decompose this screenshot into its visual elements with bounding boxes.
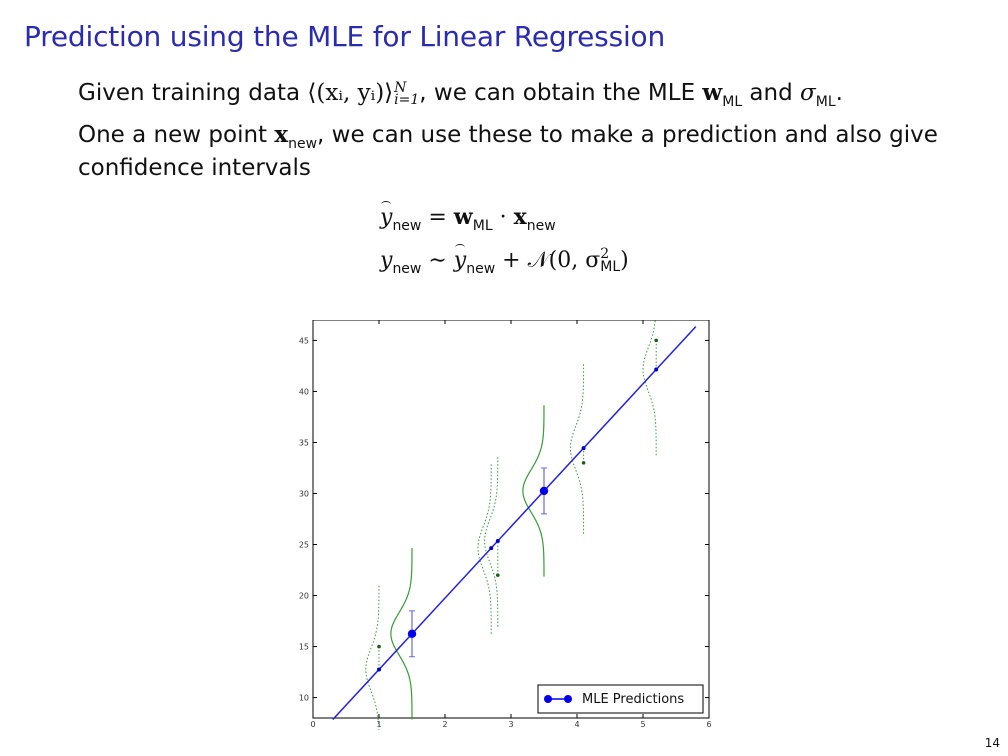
eq2-yhat: y [453, 248, 467, 273]
p1-text-d: . [835, 80, 843, 106]
eq2-sup: 2 [600, 246, 610, 262]
fitted-point [582, 446, 586, 450]
plot-frame [313, 320, 709, 718]
mle-prediction-point [540, 487, 548, 495]
eq2-yhat-sub: new [466, 261, 496, 277]
eq1-yhat-sub: new [392, 218, 422, 234]
fitted-point [496, 539, 500, 543]
legend-label: MLE Predictions [582, 692, 685, 707]
observed-point [377, 645, 381, 649]
eq2-sub: ML [600, 259, 621, 275]
y-tick-label: 45 [298, 336, 309, 346]
x-tick-label: 5 [640, 720, 646, 729]
x-tick-label: 1 [376, 720, 382, 729]
page-number: 14 [984, 736, 1000, 750]
slide-title: Prediction using the MLE for Linear Regression [24, 20, 666, 53]
y-tick-label: 20 [298, 591, 309, 601]
eq1-equals: = [421, 205, 454, 230]
fitted-point [654, 367, 658, 371]
eq1-dot: · [492, 205, 514, 230]
p1-w-sub: ML [722, 94, 743, 110]
dotted-gaussian [643, 320, 656, 455]
mle-prediction-chart [290, 320, 720, 730]
legend [538, 685, 703, 713]
fitted-point [489, 546, 493, 550]
p1-math-data: ⟨(xᵢ, yᵢ)⟩ N i=1 [307, 80, 420, 108]
eq1-w-sub: ML [472, 218, 493, 234]
y-tick-label: 40 [298, 387, 309, 397]
x-tick-label: 3 [508, 720, 514, 729]
observed-point [496, 573, 500, 577]
mle-prediction-point [408, 630, 416, 638]
x-tick-label: 2 [442, 720, 448, 729]
x-tick-label: 0 [310, 720, 316, 729]
p1-w-symbol: w [702, 79, 723, 106]
x-tick-label: 6 [706, 720, 712, 729]
y-tick-label: 15 [298, 642, 309, 652]
fitted-point [377, 668, 381, 672]
eq2-close: ) [620, 248, 629, 273]
paragraph-new-point [78, 120, 958, 183]
regression-line [333, 327, 696, 720]
eq2-sim: ∼ [421, 248, 454, 273]
eq2-normal: + 𝒩(0, σ [495, 248, 601, 273]
p2-x-symbol: x [274, 121, 289, 148]
p1-sigma-sub: ML [815, 94, 836, 110]
eq1-yhat: y [380, 205, 393, 230]
eq1-x-sub: new [526, 218, 556, 234]
eq2-y-sub: new [392, 261, 422, 277]
observed-point [582, 461, 586, 465]
equation-distribution [380, 246, 629, 277]
eq2-y: y [380, 248, 393, 273]
p1-text-c: and [742, 80, 801, 106]
x-tick-label: 4 [574, 720, 580, 729]
eq1-w: w [453, 204, 473, 230]
y-tick-label: 30 [298, 489, 309, 499]
p1-text-a: Given training data [78, 80, 308, 106]
p2-text-a: One a new point [78, 122, 275, 148]
y-tick-label: 10 [298, 693, 309, 703]
eq1-x: x [513, 204, 527, 230]
p1-text-b: , we can obtain the MLE [419, 80, 703, 106]
legend-marker-left [544, 695, 552, 703]
observed-point [654, 339, 658, 343]
p2-x-sub: new [288, 136, 318, 152]
legend-marker-right [564, 695, 572, 703]
p1-sigma-symbol: σ [800, 80, 816, 106]
paragraph-training-data [78, 78, 978, 111]
y-tick-label: 25 [298, 540, 309, 550]
p2-text-b: , we can use these to make a prediction and also give confidence intervals [78, 122, 938, 181]
dotted-gaussian [366, 584, 382, 730]
equation-prediction [380, 204, 556, 234]
y-tick-label: 35 [298, 438, 309, 448]
